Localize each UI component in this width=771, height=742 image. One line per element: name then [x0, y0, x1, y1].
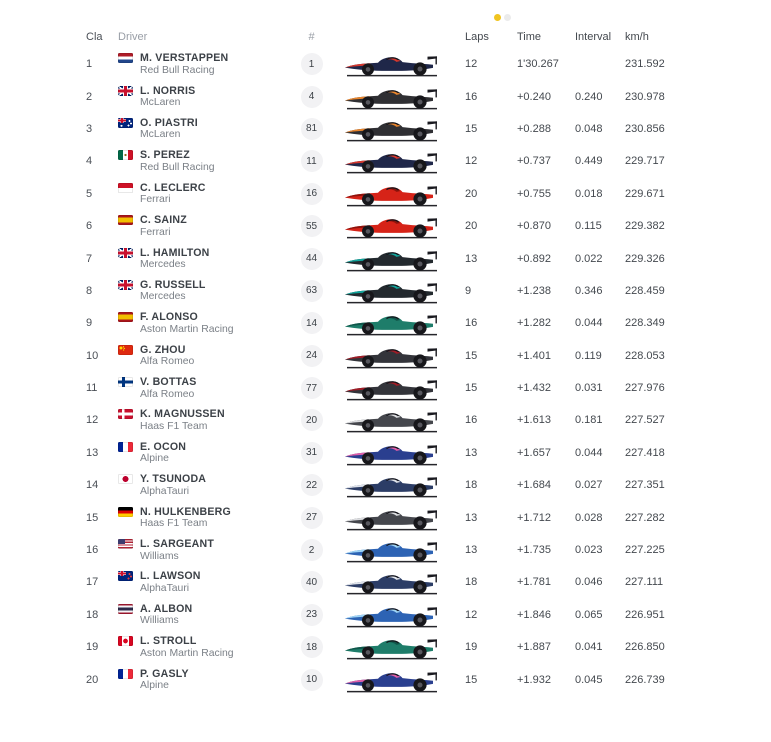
table-row	[78, 599, 689, 631]
car-number-badge: 77	[301, 377, 323, 399]
time-cell: +1.846	[517, 608, 551, 621]
driver-cell	[114, 602, 289, 628]
laps-cell: 15	[465, 673, 478, 686]
driver-cell	[114, 505, 289, 531]
driver-cell	[114, 667, 289, 693]
car-number-badge: 24	[301, 345, 323, 367]
speed-cell: 226.739	[625, 673, 665, 686]
interval-cell: 0.449	[575, 155, 603, 168]
team-name: Alfa Romeo	[140, 356, 195, 368]
table-row	[78, 631, 689, 663]
carousel-dots	[494, 14, 511, 21]
car-number-badge: 81	[301, 118, 323, 140]
time-cell: +0.737	[517, 155, 551, 168]
table-row	[78, 501, 689, 533]
carousel-dot-active[interactable]	[494, 14, 501, 21]
speed-cell: 227.282	[625, 511, 665, 524]
position-cell: 12	[86, 414, 99, 427]
team-name: Alpine	[140, 680, 169, 692]
driver-cell	[114, 84, 289, 110]
canada-flag-icon	[118, 636, 133, 646]
australia-flag-icon	[118, 118, 133, 128]
car-image	[342, 82, 442, 112]
spain-flag-icon	[118, 215, 133, 225]
time-cell: +1.238	[517, 284, 551, 297]
driver-cell	[114, 440, 289, 466]
carousel-dot-inactive[interactable]	[504, 14, 511, 21]
driver-name: C. LECLERC	[140, 181, 206, 194]
laps-cell: 13	[465, 511, 478, 524]
laps-cell: 15	[465, 382, 478, 395]
table-row	[78, 437, 689, 469]
driver-name: K. MAGNUSSEN	[140, 408, 225, 421]
position-cell: 19	[86, 641, 99, 654]
time-cell: +0.870	[517, 220, 551, 233]
car-image	[342, 503, 442, 533]
france-flag-icon	[118, 442, 133, 452]
table-row	[78, 145, 689, 177]
speed-cell: 230.978	[625, 90, 665, 103]
interval-cell: 0.018	[575, 187, 603, 200]
team-name: Williams	[140, 615, 179, 627]
table-row	[78, 275, 689, 307]
speed-cell: 229.717	[625, 155, 665, 168]
driver-name: L. LAWSON	[140, 570, 201, 583]
interval-cell: 0.046	[575, 576, 603, 589]
driver-name: V. BOTTAS	[140, 376, 197, 389]
finland-flag-icon	[118, 377, 133, 387]
position-cell: 13	[86, 446, 99, 459]
driver-name: L. STROLL	[140, 635, 197, 648]
laps-cell: 13	[465, 544, 478, 557]
interval-cell: 0.045	[575, 673, 603, 686]
car-number-badge: 10	[301, 669, 323, 691]
interval-cell: 0.044	[575, 446, 603, 459]
speed-cell: 228.053	[625, 349, 665, 362]
car-image	[342, 373, 442, 403]
interval-cell: 0.065	[575, 608, 603, 621]
thailand-flag-icon	[118, 604, 133, 614]
position-cell: 3	[86, 122, 93, 135]
position-cell: 11	[86, 382, 98, 395]
speed-cell: 227.527	[625, 414, 665, 427]
table-row	[78, 404, 689, 436]
laps-cell: 13	[465, 446, 478, 459]
car-number-badge: 23	[301, 604, 323, 626]
uk-flag-icon	[118, 86, 133, 96]
car-image	[342, 600, 442, 630]
table-header	[78, 28, 689, 46]
position-cell: 1	[86, 58, 93, 71]
speed-cell: 228.349	[625, 317, 665, 330]
position-cell: 7	[86, 252, 93, 265]
car-number-badge: 11	[301, 150, 323, 172]
driver-name: A. ALBON	[140, 602, 193, 615]
team-name: Haas F1 Team	[140, 420, 208, 432]
interval-cell: 0.041	[575, 641, 603, 654]
laps-cell: 16	[465, 90, 478, 103]
table-row	[78, 663, 689, 695]
team-name: Red Bull Racing	[140, 64, 215, 76]
laps-cell: 15	[465, 349, 478, 362]
table-row	[78, 566, 689, 598]
driver-name: L. NORRIS	[140, 84, 196, 97]
usa-flag-icon	[118, 539, 133, 549]
time-cell: +1.781	[517, 576, 551, 589]
speed-cell: 227.111	[625, 576, 664, 589]
driver-name: E. OCON	[140, 440, 187, 453]
driver-cell	[114, 343, 289, 369]
table-row	[78, 340, 689, 372]
car-image	[342, 146, 442, 176]
team-name: Ferrari	[140, 226, 171, 238]
speed-cell: 227.418	[625, 446, 665, 459]
driver-name: F. ALONSO	[140, 311, 198, 324]
car-image	[342, 470, 442, 500]
table-row	[78, 307, 689, 339]
car-image	[342, 49, 442, 79]
car-image	[342, 535, 442, 565]
uk-flag-icon	[118, 280, 133, 290]
position-cell: 4	[86, 155, 93, 168]
driver-cell	[114, 181, 289, 207]
header-laps: Laps	[465, 31, 489, 43]
time-cell: +1.684	[517, 479, 551, 492]
car-image	[342, 211, 442, 241]
time-cell: +1.712	[517, 511, 551, 524]
team-name: Alfa Romeo	[140, 388, 195, 400]
position-cell: 5	[86, 187, 93, 200]
team-name: Mercedes	[140, 259, 186, 271]
germany-flag-icon	[118, 507, 133, 517]
position-cell: 2	[86, 90, 93, 103]
driver-name: G. RUSSELL	[140, 278, 206, 291]
team-name: Red Bull Racing	[140, 161, 215, 173]
driver-name: M. VERSTAPPEN	[140, 52, 229, 65]
driver-cell	[114, 246, 289, 272]
interval-cell: 0.028	[575, 511, 603, 524]
laps-cell: 12	[465, 155, 478, 168]
car-image	[342, 438, 442, 468]
table-row	[78, 534, 689, 566]
driver-name: O. PIASTRI	[140, 116, 198, 129]
driver-cell	[114, 634, 289, 660]
team-name: AlphaTauri	[140, 582, 190, 594]
spain-flag-icon	[118, 312, 133, 322]
speed-cell: 226.850	[625, 641, 665, 654]
interval-cell: 0.115	[575, 220, 602, 233]
denmark-flag-icon	[118, 409, 133, 419]
monaco-flag-icon	[118, 183, 133, 193]
table-row	[78, 469, 689, 501]
driver-cell	[114, 213, 289, 239]
car-number-badge: 40	[301, 571, 323, 593]
team-name: AlphaTauri	[140, 485, 190, 497]
car-image	[342, 405, 442, 435]
team-name: Alpine	[140, 453, 169, 465]
speed-cell: 229.671	[625, 187, 665, 200]
interval-cell: 0.181	[575, 414, 603, 427]
driver-cell	[114, 310, 289, 336]
car-image	[342, 308, 442, 338]
header-kmh: km/h	[625, 31, 649, 43]
time-cell: +1.432	[517, 382, 551, 395]
laps-cell: 16	[465, 317, 478, 330]
driver-name: S. PEREZ	[140, 149, 190, 162]
driver-name: N. HULKENBERG	[140, 505, 231, 518]
team-name: McLaren	[140, 97, 181, 109]
driver-cell	[114, 51, 289, 77]
car-number-badge: 44	[301, 248, 323, 270]
car-image	[342, 276, 442, 306]
time-cell: +1.735	[517, 544, 551, 557]
driver-name: P. GASLY	[140, 667, 189, 680]
time-cell: +0.755	[517, 187, 551, 200]
position-cell: 18	[86, 608, 99, 621]
results-table	[78, 28, 689, 696]
table-row	[78, 210, 689, 242]
speed-cell: 229.326	[625, 252, 665, 265]
speed-cell: 227.225	[625, 544, 665, 557]
table-row	[78, 372, 689, 404]
interval-cell: 0.346	[575, 284, 603, 297]
position-cell: 16	[86, 544, 99, 557]
position-cell: 17	[86, 576, 99, 589]
time-cell: +1.932	[517, 673, 551, 686]
header-time: Time	[517, 31, 542, 43]
interval-cell: 0.022	[575, 252, 603, 265]
team-name: Williams	[140, 550, 179, 562]
position-cell: 20	[86, 673, 99, 686]
laps-cell: 13	[465, 252, 478, 265]
time-cell: +0.240	[517, 90, 551, 103]
laps-cell: 9	[465, 284, 472, 297]
time-cell: +1.613	[517, 414, 551, 427]
position-cell: 14	[86, 479, 99, 492]
table-row	[78, 178, 689, 210]
laps-cell: 20	[465, 220, 478, 233]
car-image	[342, 632, 442, 662]
driver-name: L. HAMILTON	[140, 246, 210, 259]
driver-name: G. ZHOU	[140, 343, 186, 356]
interval-cell: 0.119	[575, 349, 602, 362]
time-cell: +1.401	[517, 349, 551, 362]
time-cell: +0.892	[517, 252, 551, 265]
table-row	[78, 80, 689, 112]
position-cell: 8	[86, 284, 93, 297]
car-number-badge: 31	[301, 442, 323, 464]
japan-flag-icon	[118, 474, 133, 484]
time-cell: 1'30.267	[517, 58, 559, 71]
team-name: McLaren	[140, 129, 181, 141]
car-image	[342, 567, 442, 597]
car-image	[342, 114, 442, 144]
interval-cell: 0.240	[575, 90, 603, 103]
laps-cell: 16	[465, 414, 478, 427]
car-image	[342, 665, 442, 695]
speed-cell: 227.976	[625, 382, 665, 395]
mexico-flag-icon	[118, 150, 133, 160]
speed-cell: 228.459	[625, 284, 665, 297]
team-name: Haas F1 Team	[140, 518, 208, 530]
interval-cell: 0.044	[575, 317, 603, 330]
interval-cell: 0.023	[575, 544, 603, 557]
team-name: Mercedes	[140, 291, 186, 303]
laps-cell: 19	[465, 641, 478, 654]
car-number-badge: 18	[301, 636, 323, 658]
speed-cell: 227.351	[625, 479, 665, 492]
driver-cell	[114, 537, 289, 563]
position-cell: 9	[86, 317, 93, 330]
team-name: Aston Martin Racing	[140, 647, 234, 659]
driver-name: Y. TSUNODA	[140, 473, 207, 486]
netherlands-flag-icon	[118, 53, 133, 63]
time-cell: +0.288	[517, 122, 551, 135]
laps-cell: 18	[465, 479, 478, 492]
results-table-body	[78, 48, 689, 696]
time-cell: +1.887	[517, 641, 551, 654]
laps-cell: 20	[465, 187, 478, 200]
car-number-badge: 16	[301, 183, 323, 205]
interval-cell: 0.027	[575, 479, 603, 492]
interval-cell: 0.031	[575, 382, 603, 395]
time-cell: +1.282	[517, 317, 551, 330]
driver-cell	[114, 472, 289, 498]
laps-cell: 15	[465, 122, 478, 135]
speed-cell: 231.592	[625, 58, 665, 71]
car-number-badge: 14	[301, 312, 323, 334]
car-image	[342, 179, 442, 209]
car-number-badge: 22	[301, 474, 323, 496]
driver-name: L. SARGEANT	[140, 538, 215, 551]
driver-cell	[114, 116, 289, 142]
uk-flag-icon	[118, 248, 133, 258]
table-row	[78, 242, 689, 274]
header-number: #	[308, 31, 315, 43]
position-cell: 6	[86, 220, 93, 233]
france-flag-icon	[118, 669, 133, 679]
driver-cell	[114, 407, 289, 433]
speed-cell: 230.856	[625, 122, 665, 135]
driver-cell	[114, 569, 289, 595]
position-cell: 15	[86, 511, 99, 524]
car-number-badge: 63	[301, 280, 323, 302]
car-number-badge: 4	[301, 86, 323, 108]
car-number-badge: 55	[301, 215, 323, 237]
team-name: Aston Martin Racing	[140, 323, 234, 335]
team-name: Ferrari	[140, 194, 171, 206]
header-driver: Driver	[118, 31, 148, 43]
position-cell: 10	[86, 349, 99, 362]
interval-cell: 0.048	[575, 122, 603, 135]
car-number-badge: 20	[301, 409, 323, 431]
laps-cell: 18	[465, 576, 478, 589]
header-cla: Cla	[86, 31, 103, 43]
table-row	[78, 48, 689, 80]
car-image	[342, 244, 442, 274]
car-image	[342, 341, 442, 371]
car-number-badge: 1	[301, 53, 323, 75]
speed-cell: 229.382	[625, 220, 665, 233]
new-zealand-flag-icon	[118, 571, 133, 581]
car-number-badge: 27	[301, 507, 323, 529]
driver-name: C. SAINZ	[140, 214, 187, 227]
laps-cell: 12	[465, 608, 478, 621]
car-number-badge: 2	[301, 539, 323, 561]
driver-cell	[114, 278, 289, 304]
driver-cell	[114, 375, 289, 401]
table-row	[78, 113, 689, 145]
driver-cell	[114, 148, 289, 174]
laps-cell: 12	[465, 58, 478, 71]
china-flag-icon	[118, 345, 133, 355]
time-cell: +1.657	[517, 446, 551, 459]
speed-cell: 226.951	[625, 608, 665, 621]
header-interval: Interval	[575, 31, 612, 43]
